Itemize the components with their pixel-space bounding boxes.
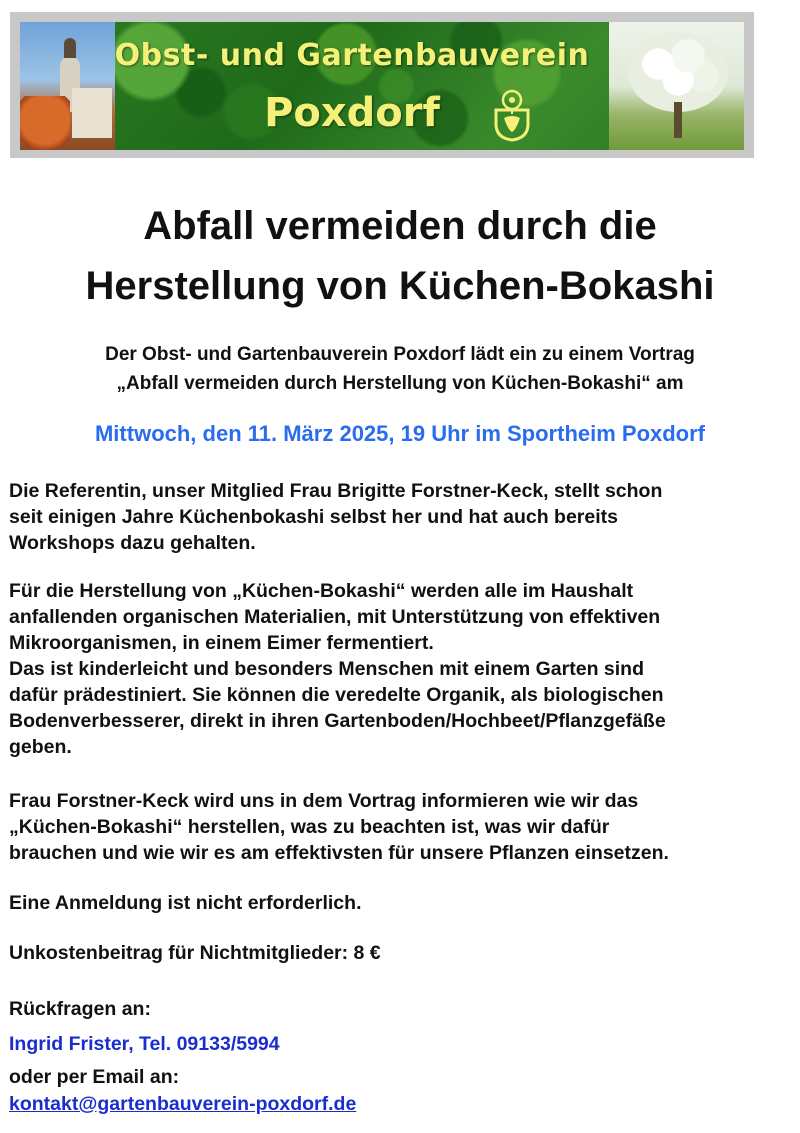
text-line: Bodenverbesserer, direkt in ihren Gartenboden/Hochbeet/Pflanzgefäße <box>9 710 666 732</box>
contact-name-phone: Ingrid Frister, Tel. 09133/5994 <box>9 1033 280 1055</box>
page-title <box>0 196 800 316</box>
event-date: Mittwoch, den 11. März 2025, 19 Uhr im Sportheim Poxdorf <box>94 421 706 446</box>
intro-text <box>0 340 800 398</box>
text-line: brauchen und wie wir es am effektivsten für unsere Pflanzen einsetzen. <box>9 842 669 864</box>
email-label: oder per Email an: <box>9 1066 180 1088</box>
text-line: seit einigen Jahre Küchenbokashi selbst her und hat auch bereits <box>9 506 618 528</box>
header-banner <box>10 12 754 158</box>
questions-label: Rückfragen an: <box>9 998 151 1020</box>
registration-note: Eine Anmeldung ist nicht erforderlich. <box>9 892 362 914</box>
title-line-1: Abfall vermeiden durch die <box>143 204 657 248</box>
paragraph-talk-content <box>9 788 791 866</box>
text-line: geben. <box>9 736 72 758</box>
email-link[interactable]: kontakt@gartenbauverein-poxdorf.de <box>9 1093 357 1115</box>
text-line: dafür prädestiniert. Sie können die veredelte Organik, als biologischen <box>9 684 664 706</box>
club-emblem-icon <box>490 88 534 142</box>
text-line: Für die Herstellung von „Küchen-Bokashi“ werden alle im Haushalt <box>9 580 634 602</box>
banner-title-line1: Obst- und Gartenbauverein <box>114 38 590 73</box>
intro-line-1: Der Obst- und Gartenbauverein Poxdorf lädt ein zu einem Vortrag <box>105 344 695 365</box>
text-line: Die Referentin, unser Mitglied Frau Brigitte Forstner-Keck, stellt schon <box>9 480 663 502</box>
text-line: „Küchen-Bokashi“ herstellen, was zu beachten ist, was wir dafür <box>9 816 610 838</box>
paragraph-speaker <box>9 478 791 556</box>
text-line: anfallenden organischen Materialien, mit Unterstützung von effektiven <box>9 606 661 628</box>
text-line: Workshops dazu gehalten. <box>9 532 256 554</box>
intro-line-2: „Abfall vermeiden durch Herstellung von Küchen-Bokashi“ am <box>116 373 684 394</box>
text-line: Mikroorganismen, in einem Eimer fermentiert. <box>9 632 434 654</box>
title-line-2: Herstellung von Küchen-Bokashi <box>85 264 715 308</box>
text-line: Frau Forstner-Keck wird uns in dem Vortrag informieren wie wir das <box>9 790 639 812</box>
banner-image <box>20 22 744 150</box>
banner-title-line2: Poxdorf <box>264 90 440 136</box>
fee-note: Unkostenbeitrag für Nichtmitglieder: 8 € <box>9 942 381 964</box>
paragraph-description <box>9 578 791 760</box>
text-line: Das ist kinderleicht und besonders Menschen mit einem Garten sind <box>9 658 644 680</box>
